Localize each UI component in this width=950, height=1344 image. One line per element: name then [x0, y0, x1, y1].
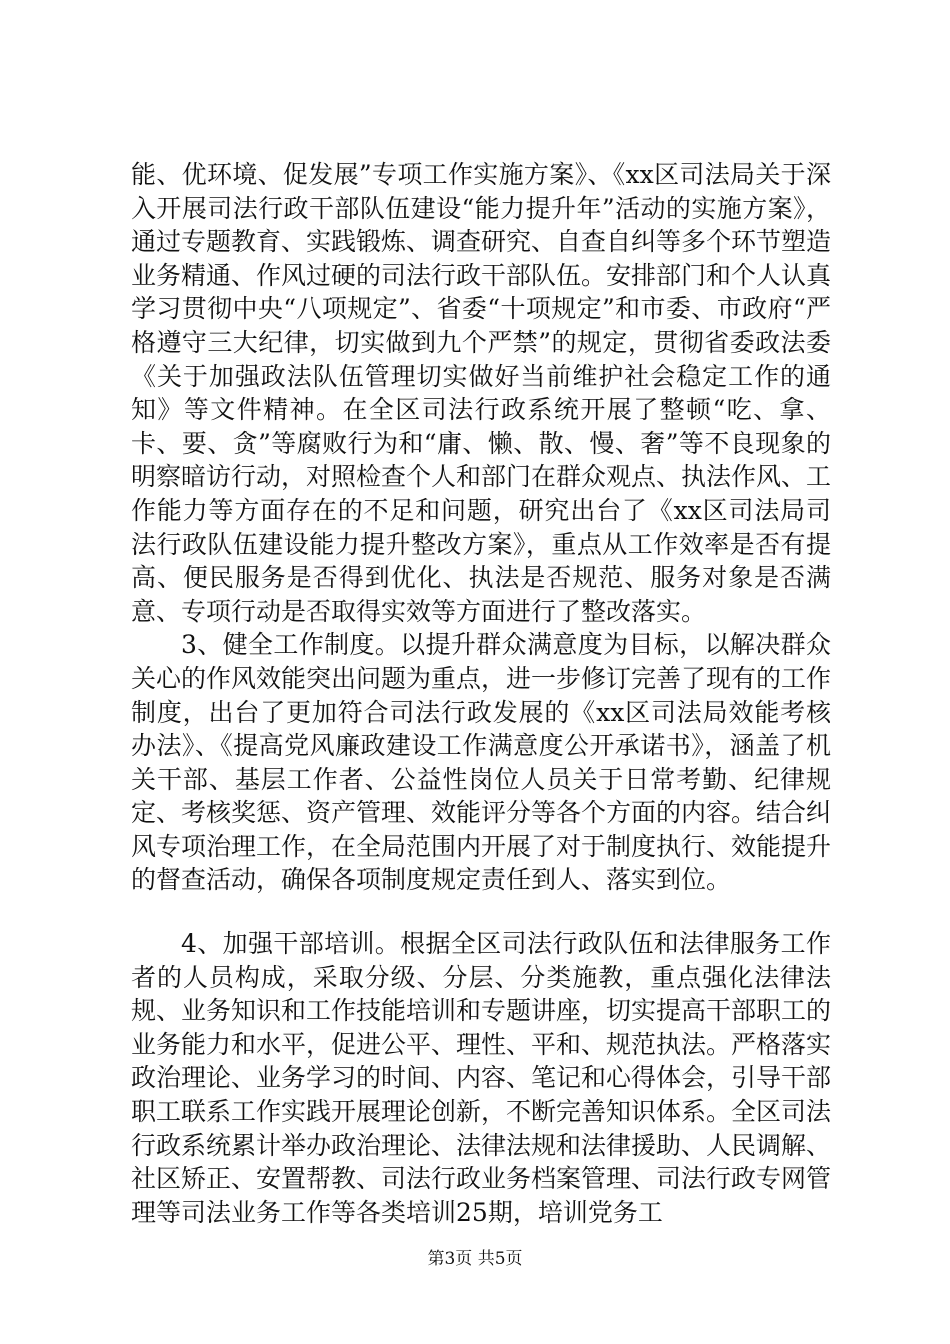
paragraph-continuation: 能、优环境、促发展”专项工作实施方案》、《xx区司法局关于深入开展司法行政干部队伍建设“能力提升年”活动的实施方案》，通过专题教育、实践锻炼、调查研究、自查自纠等多个环节塑造业务精通、作风过硬的司法行政干部队伍。安排部门和个人认真学习贯彻中央“八项规定”、省委“十项规定”和市委、市政府“严格遵守三大纪律，切实做到九个严禁”的规定，贯彻省委政法委《关于加强政法队伍管理切实做好当前维护社会稳定工作的通知》等文件精神。在全区司法行政系统开展了整顿“吃、拿、卡、要、贪”等腐败行为和“庸、懒、散、慢、奢”等不良现象的明察暗访行动，对照检查个人和部门在群众观点、执法作风、工作能力等方面存在的不足和问题，研究出台了《xx区司法局司法行政队伍建设能力提升整改方案》，重点从工作效率是否有提高、便民服务是否得到优化、执法是否规范、服务对象是否满意、专项行动是否取得实效等方面进行了整改落实。: [131, 160, 832, 626]
page-footer: 第3页 共5页: [427, 1249, 523, 1269]
paragraph-item-4: 4、加强干部培训。根据全区司法行政队伍和法律服务工作者的人员构成，采取分级、分层、分类施教，重点强化法律法规、业务知识和工作技能培训和专题讲座，切实提高干部职工的业务能力和水平，促进公平、理性、平和、规范执法。严格落实政治理论、业务学习的时间、内容、笔记和心得体会，引导干部职工联系工作实践开展理论创新，不断完善知识体系。全区司法行政系统累计举办政治理论、法律法规和法律援助、人民调解、社区矫正、安置帮教、司法行政业务档案管理、司法行政专网管理等司法业务工作等各类培训25期，培训党务工: [131, 929, 832, 1227]
document-body: [131, 158, 831, 1229]
paragraph-item-3: 3、健全工作制度。以提升群众满意度为目标，以解决群众关心的作风效能突出问题为重点，进一步修订完善了现有的工作制度，出台了更加符合司法行政发展的《xx区司法局效能考核办法》、《提高党风廉政建设工作满意度公开承诺书》，涵盖了机关干部、基层工作者、公益性岗位人员关于日常考勤、纪律规定、考核奖惩、资产管理、效能评分等各个方面的内容。结合纠风专项治理工作，在全局范围内开展了对于制度执行、效能提升的督查活动，确保各项制度规定责任到人、落实到位。: [131, 630, 832, 895]
paragraph-spacer: [131, 897, 831, 927]
